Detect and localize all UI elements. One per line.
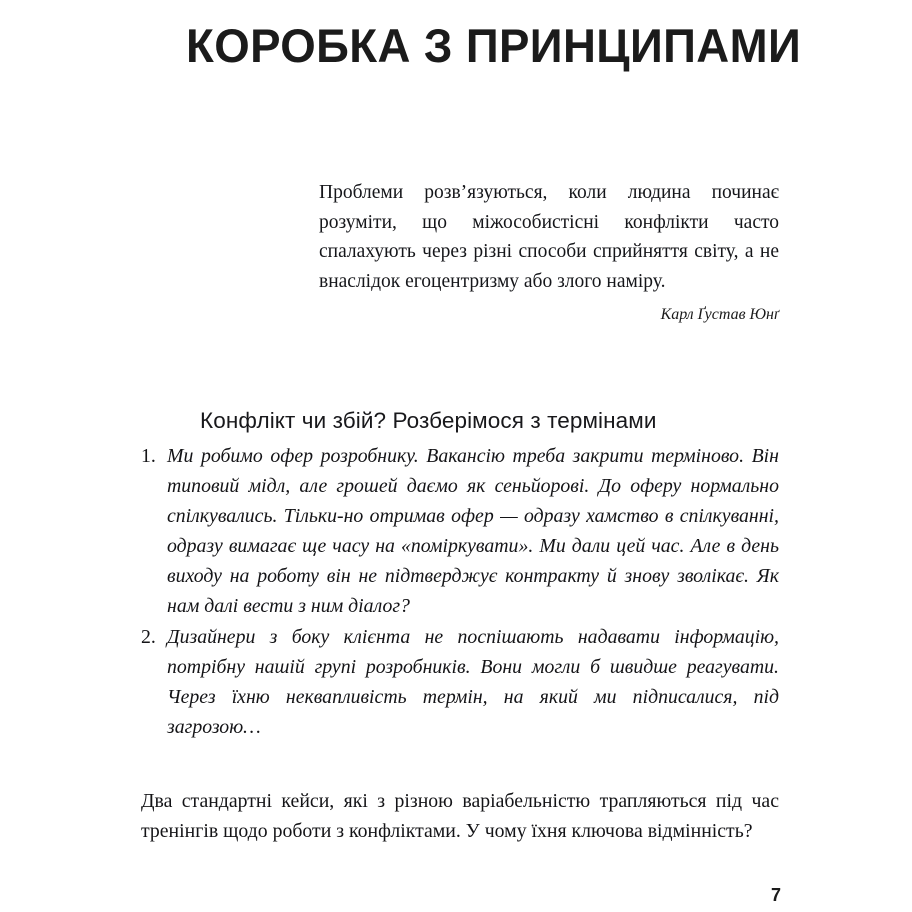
list-item-text: Дизайнери з боку клієнта не поспішають надавати інформацію, потрібну нашій групі розробників. Вони могли б швидше реагувати. Через їхню неквапливість термін, на який ми підписалися, під загрозою… [167, 625, 779, 738]
list-item-text: Ми робимо офер розробнику. Вакансію треба закрити терміново. Він типовий мідл, але грошей даємо як сеньйорові. До оферу нормально спілкувались. Тільки-но отримав офер — одразу хамство в спілкуванні, одразу вимагає ще часу на «поміркувати». Ми дали цей час. Але в день виходу на роботу він не підтверджує контракту й знову зволікає. Як нам далі вести з ним діалог? [167, 445, 779, 618]
epigraph-quote: Проблеми розв’язуються, коли людина починає розуміти, що міжособистісні конфлікти часто спалахують через різні способи сприйняття світу, а не внаслідок егоцентризму або злого наміру. [319, 182, 779, 292]
list-item-marker: 1. [141, 445, 156, 467]
list-item [141, 441, 779, 622]
section-heading: Конфлікт чи збій? Розберімося з термінами [200, 407, 657, 433]
list-item-marker: 2. [141, 625, 156, 648]
page-title: КОРОБКА З ПРИНЦИПАМИ [186, 19, 802, 73]
page-number: 7 [770, 885, 781, 905]
list-item [141, 622, 779, 742]
epigraph-attribution: Карл Ґустав Юнґ [660, 306, 779, 324]
case-list [141, 441, 779, 742]
epigraph-block [319, 178, 779, 326]
closing-paragraph: Два стандартні кейси, які з різною варіабельністю трапляються під час тренінгів щодо роботи з конфліктами. У чому їхня ключова відмінність? [141, 790, 779, 843]
